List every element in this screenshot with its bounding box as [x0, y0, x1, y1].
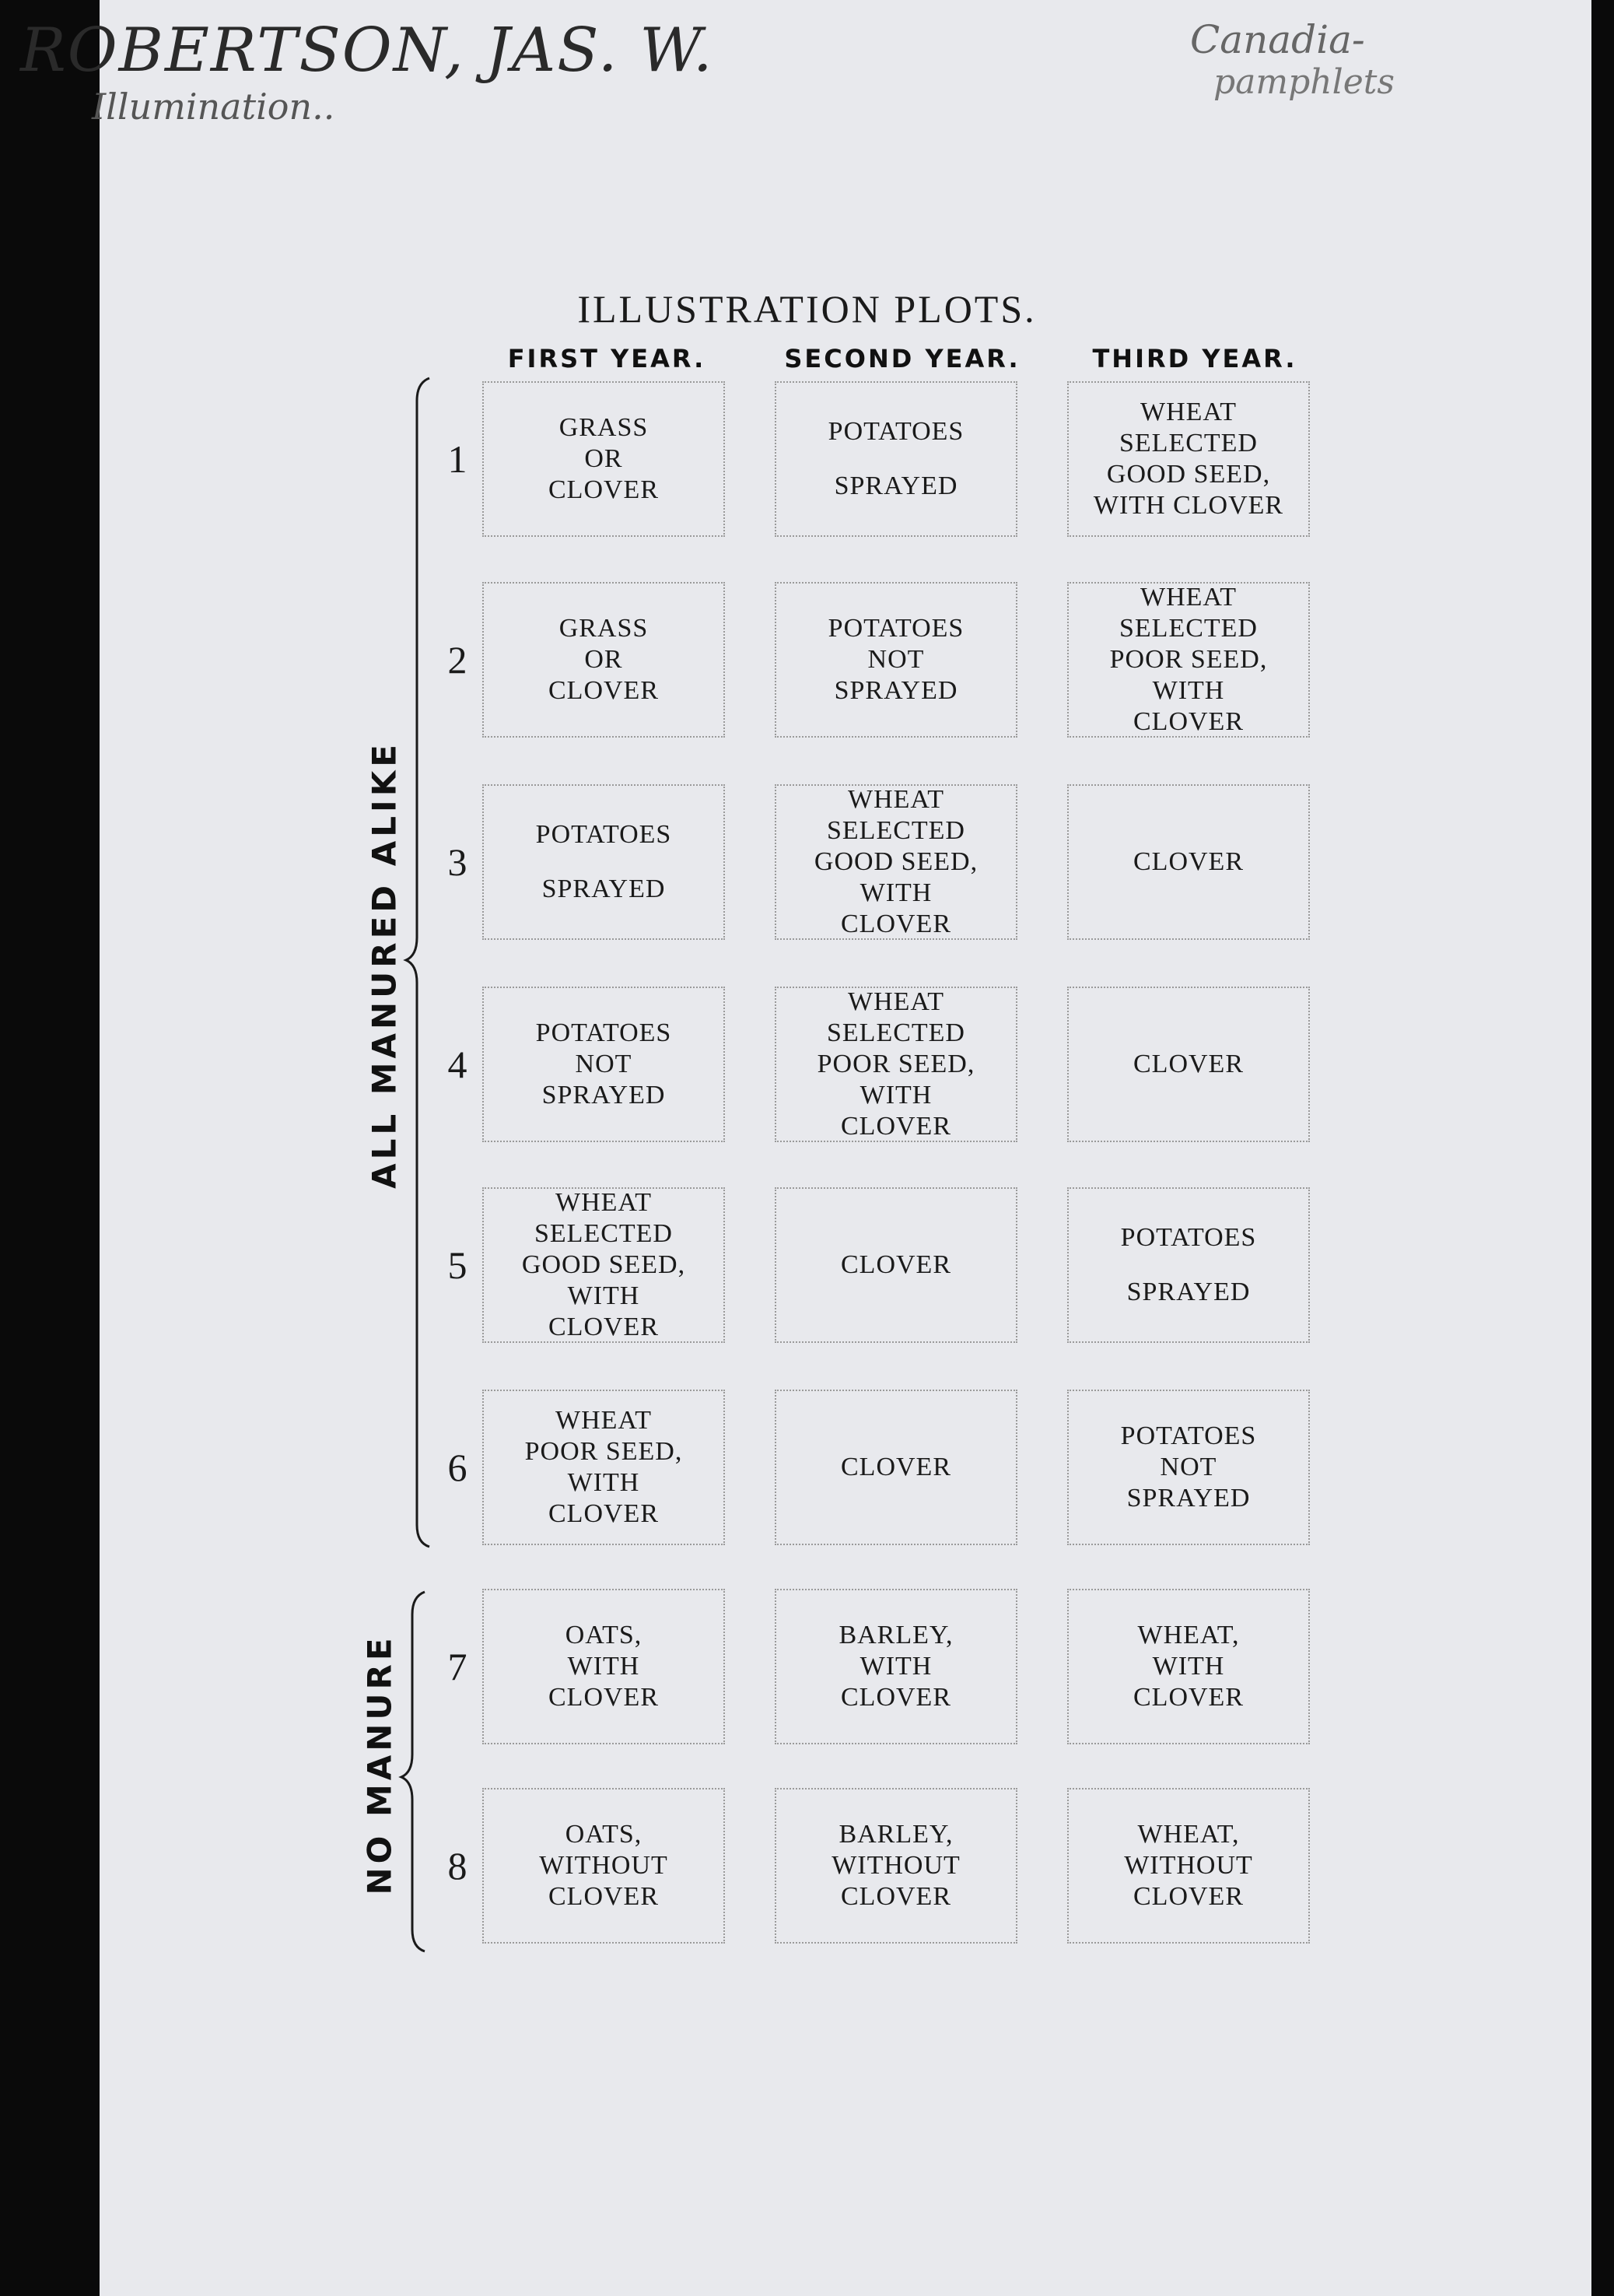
- plot-cell-line: WHEAT,: [1137, 1819, 1240, 1849]
- plot-cell-line: WHEAT: [1140, 397, 1237, 426]
- plot-cell: [482, 1589, 725, 1744]
- plot-number: 3: [447, 840, 467, 884]
- plot-cell-line: WITH: [860, 1081, 933, 1110]
- plot-cell-line: OR: [584, 644, 623, 674]
- plot-cell: [1067, 784, 1310, 940]
- plot-number: 7: [447, 1645, 467, 1688]
- plot-cell-line: POTATOES: [828, 613, 965, 643]
- plot-cell: [1067, 1589, 1310, 1744]
- plot-cell: [775, 1788, 1017, 1944]
- plot-cell-line: SELECTED: [1119, 613, 1258, 643]
- plot-cell-line: WITH: [1152, 676, 1225, 706]
- plot-cell-line: OATS,: [565, 1819, 642, 1849]
- plot-cell-line: NOT: [575, 1049, 632, 1078]
- plot-cell-line: POTATOES: [535, 1018, 672, 1047]
- plot-cell-line: CLOVER: [548, 1499, 659, 1529]
- plot-cell-line: GRASS: [558, 412, 649, 442]
- plot-cell: [1067, 1390, 1310, 1545]
- handwritten-name: ROBERTSON, JAS. W.: [20, 16, 714, 86]
- plot-cell-line: CLOVER: [1133, 707, 1244, 737]
- plot-cell-line: CLOVER: [841, 910, 951, 939]
- plot-cell-line: OATS,: [565, 1620, 642, 1649]
- plot-cell-line: CLOVER: [548, 1313, 659, 1342]
- plot-cell-line: POTATOES: [535, 819, 672, 849]
- plot-cell: [775, 987, 1017, 1142]
- plot-cell-line: SPRAYED: [541, 875, 666, 903]
- plot-cell-line: BARLEY,: [839, 1620, 954, 1649]
- plot-cell-line: WITH CLOVER: [1093, 491, 1284, 521]
- plot-cell-line: CLOVER: [548, 676, 659, 706]
- plot-number: 4: [447, 1043, 467, 1086]
- plot-number: 8: [447, 1844, 467, 1888]
- plot-cell-line: NOT: [867, 644, 925, 674]
- plot-cell: [775, 1187, 1017, 1343]
- plot-cell-line: CLOVER: [841, 1683, 951, 1712]
- plot-cell: [482, 381, 725, 537]
- plot-cell-line: CLOVER: [841, 1250, 951, 1279]
- group-label-no-manure: NO MANURE: [360, 1634, 399, 1895]
- plot-cell-line: WHEAT: [848, 784, 944, 814]
- plot-cell: [1067, 1187, 1310, 1343]
- plot-cell-line: CLOVER: [841, 1452, 951, 1481]
- handwritten-corner-note-line-2: pamphlets: [1213, 62, 1395, 102]
- plot-cell-line: WITH: [567, 1468, 640, 1497]
- plot-cell-line: WHEAT: [555, 1405, 652, 1435]
- plot-cell-line: SPRAYED: [834, 676, 958, 706]
- plot-cell: [775, 784, 1017, 940]
- plot-cell-line: WITH: [567, 1651, 640, 1681]
- plot-cell-line: WITH: [860, 878, 933, 908]
- handwritten-subtitle: Illumination..: [92, 86, 335, 128]
- plot-cell: [775, 381, 1017, 537]
- plot-cell-line: SPRAYED: [1126, 1484, 1251, 1513]
- plot-cell-line: CLOVER: [1133, 1683, 1244, 1712]
- plot-cell-line: CLOVER: [841, 1882, 951, 1912]
- column-header-first-year: FIRST YEAR.: [507, 344, 706, 373]
- plot-cell-line: CLOVER: [1133, 1049, 1244, 1078]
- plot-cell-line: GOOD SEED,: [1106, 460, 1271, 489]
- handwritten-corner-note-line-1: Canadia-: [1190, 17, 1365, 62]
- page-title: ILLUSTRATION PLOTS.: [577, 287, 1037, 331]
- plot-cell-line: WITH: [567, 1281, 640, 1311]
- plot-cell-line: WITH: [1152, 1651, 1225, 1681]
- plot-cell: [1067, 582, 1310, 738]
- plot-cell-line: CLOVER: [1133, 847, 1244, 876]
- plot-cell-line: WHEAT: [1140, 582, 1237, 612]
- plot-cell-line: SELECTED: [827, 815, 965, 845]
- plot-cell-line: POTATOES: [1120, 1421, 1257, 1450]
- plot-cell-line: SPRAYED: [834, 471, 958, 500]
- plot-cell-line: WITHOUT: [832, 1850, 961, 1880]
- bracket-all-manured-alike: [406, 378, 429, 1547]
- bracket-no-manure: [401, 1592, 425, 1951]
- plot-cell-line: BARLEY,: [839, 1819, 954, 1849]
- plot-cell-line: WITHOUT: [1124, 1850, 1253, 1880]
- plot-cell: [482, 1788, 725, 1944]
- plot-cell-line: WITH: [860, 1651, 933, 1681]
- plot-cell-line: WITHOUT: [539, 1850, 668, 1880]
- plot-number: 5: [447, 1243, 467, 1287]
- plot-number: 6: [447, 1446, 467, 1489]
- plot-cell-line: CLOVER: [1133, 1882, 1244, 1912]
- plot-cell-line: CLOVER: [548, 475, 659, 505]
- plot-cell: [482, 1187, 725, 1343]
- plot-cell-line: SPRAYED: [1126, 1278, 1251, 1306]
- plot-cell-line: WHEAT: [555, 1187, 652, 1217]
- plot-cell-line: GRASS: [558, 613, 649, 643]
- plot-cell-line: POTATOES: [1120, 1222, 1257, 1252]
- plot-cell: [1067, 1788, 1310, 1944]
- plot-cell: [482, 582, 725, 738]
- group-label-all-manured-alike: ALL MANURED ALIKE: [365, 741, 404, 1189]
- plot-cell-line: OR: [584, 443, 623, 473]
- column-header-third-year: THIRD YEAR.: [1092, 344, 1297, 373]
- plot-cell: [482, 987, 725, 1142]
- plot-cell: [775, 1589, 1017, 1744]
- plot-cell-line: WHEAT,: [1137, 1620, 1240, 1649]
- plot-cell-line: CLOVER: [548, 1683, 659, 1712]
- plot-cell-line: POTATOES: [828, 416, 965, 446]
- plot-cell: [482, 1390, 725, 1545]
- plot-cell-line: WHEAT: [848, 987, 944, 1016]
- plot-number: 1: [447, 437, 467, 481]
- plot-cell: [775, 582, 1017, 738]
- column-header-second-year: SECOND YEAR.: [784, 344, 1021, 373]
- plot-cell-line: GOOD SEED,: [521, 1250, 686, 1279]
- plot-cell-line: SELECTED: [827, 1018, 965, 1047]
- plot-cell-line: SPRAYED: [541, 1081, 666, 1110]
- plot-cell-line: NOT: [1160, 1452, 1217, 1481]
- plot-cell-line: SELECTED: [534, 1218, 673, 1248]
- plot-cell: [775, 1390, 1017, 1545]
- plot-cell-line: POOR SEED,: [1109, 644, 1268, 674]
- plot-cell: [482, 784, 725, 940]
- plot-cell-line: POOR SEED,: [817, 1049, 975, 1078]
- plot-cell-line: POOR SEED,: [524, 1436, 683, 1466]
- plot-cell-line: CLOVER: [548, 1882, 659, 1912]
- plot-cell-line: GOOD SEED,: [814, 847, 979, 876]
- plot-cell-line: CLOVER: [841, 1112, 951, 1141]
- plot-cell: [1067, 987, 1310, 1142]
- plot-cell-line: SELECTED: [1119, 428, 1258, 457]
- plot-number: 2: [447, 638, 467, 682]
- plot-cell: [1067, 381, 1310, 537]
